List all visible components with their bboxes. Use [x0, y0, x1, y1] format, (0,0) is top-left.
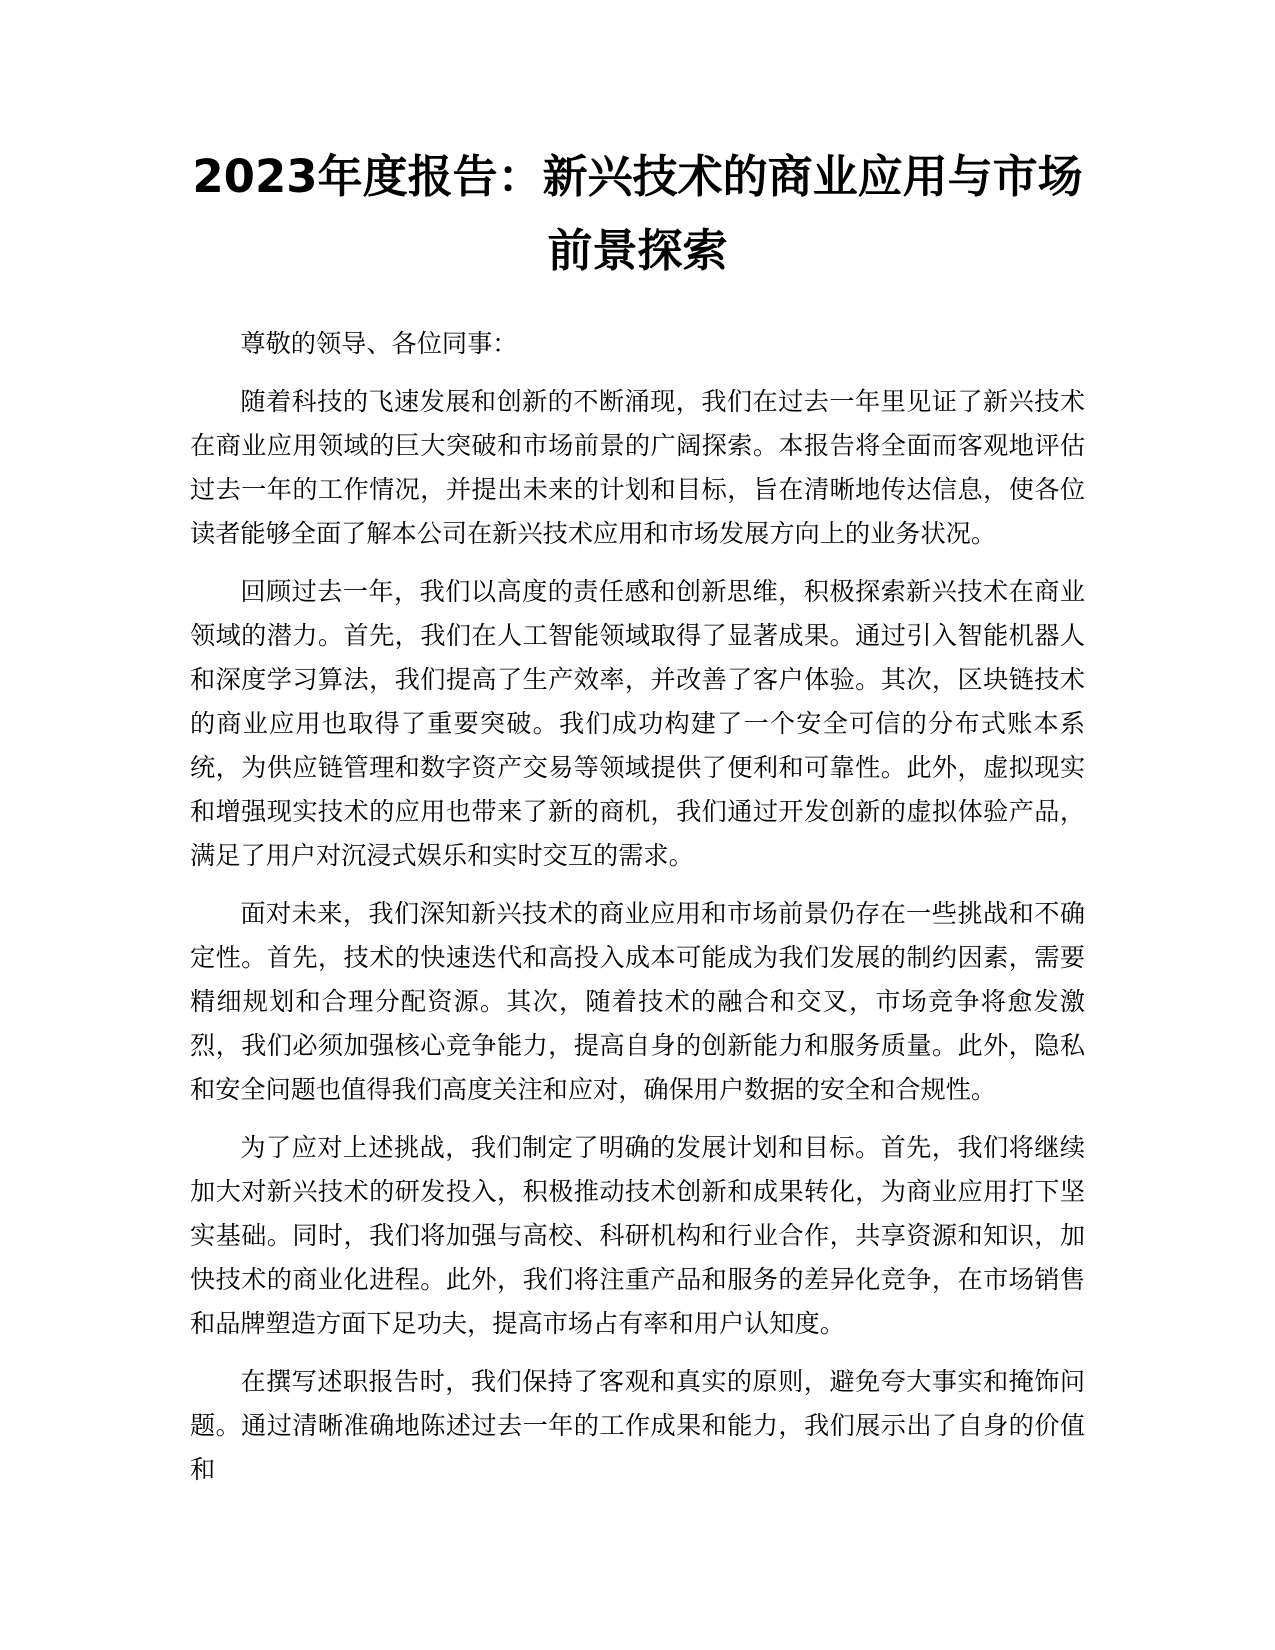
document-body: [190, 322, 1085, 1506]
paragraph-intro: 随着科技的飞速发展和创新的不断涌现，我们在过去一年里见证了新兴技术在商业应用领域的巨大突破和市场前景的广阔探索。本报告将全面而客观地评估过去一年的工作情况，并提出未来的计划和目标，旨在清晰地传达信息，使各位读者能够全面了解本公司在新兴技术应用和市场发展方向上的业务状况。: [190, 387, 1085, 548]
salutation: 尊敬的领导、各位同事：: [240, 329, 518, 358]
paragraph-review: 回顾过去一年，我们以高度的责任感和创新思维，积极探索新兴技术在商业领域的潜力。首先，我们在人工智能领域取得了显著成果。通过引入智能机器人和深度学习算法，我们提高了生产效率，并改善了客户体验。其次，区块链技术的商业应用也取得了重要突破。我们成功构建了一个安全可信的分布式账本系统，为供应链管理和数字资产交易等领域提供了便利和可靠性。此外，虚拟现实和增强现实技术的应用也带来了新的商机，我们通过开发创新的虚拟体验产品，满足了用户对沉浸式娱乐和实时交互的需求。: [190, 577, 1085, 870]
paragraph-challenges: 面对未来，我们深知新兴技术的商业应用和市场前景仍存在一些挑战和不确定性。首先，技术的快速迭代和高投入成本可能成为我们发展的制约因素，需要精细规划和合理分配资源。其次，随着技术的融合和交叉，市场竞争将愈发激烈，我们必须加强核心竞争能力，提高自身的创新能力和服务质量。此外，隐私和安全问题也值得我们高度关注和应对，确保用户数据的安全和合规性。: [190, 899, 1085, 1104]
paragraph-plans: 为了应对上述挑战，我们制定了明确的发展计划和目标。首先，我们将继续加大对新兴技术的研发投入，积极推动技术创新和成果转化，为商业应用打下坚实基础。同时，我们将加强与高校、科研机构和行业合作，共享资源和知识，加快技术的商业化进程。此外，我们将注重产品和服务的差异化竞争，在市场销售和品牌塑造方面下足功夫，提高市场占有率和用户认知度。: [190, 1133, 1085, 1338]
document-title: 2023年度报告：新兴技术的商业应用与市场前景探索: [192, 150, 1083, 277]
paragraph-closing: 在撰写述职报告时，我们保持了客观和真实的原则，避免夸大事实和掩饰问题。通过清晰准确地陈述过去一年的工作成果和能力，我们展示出了自身的价值和: [190, 1367, 1085, 1484]
